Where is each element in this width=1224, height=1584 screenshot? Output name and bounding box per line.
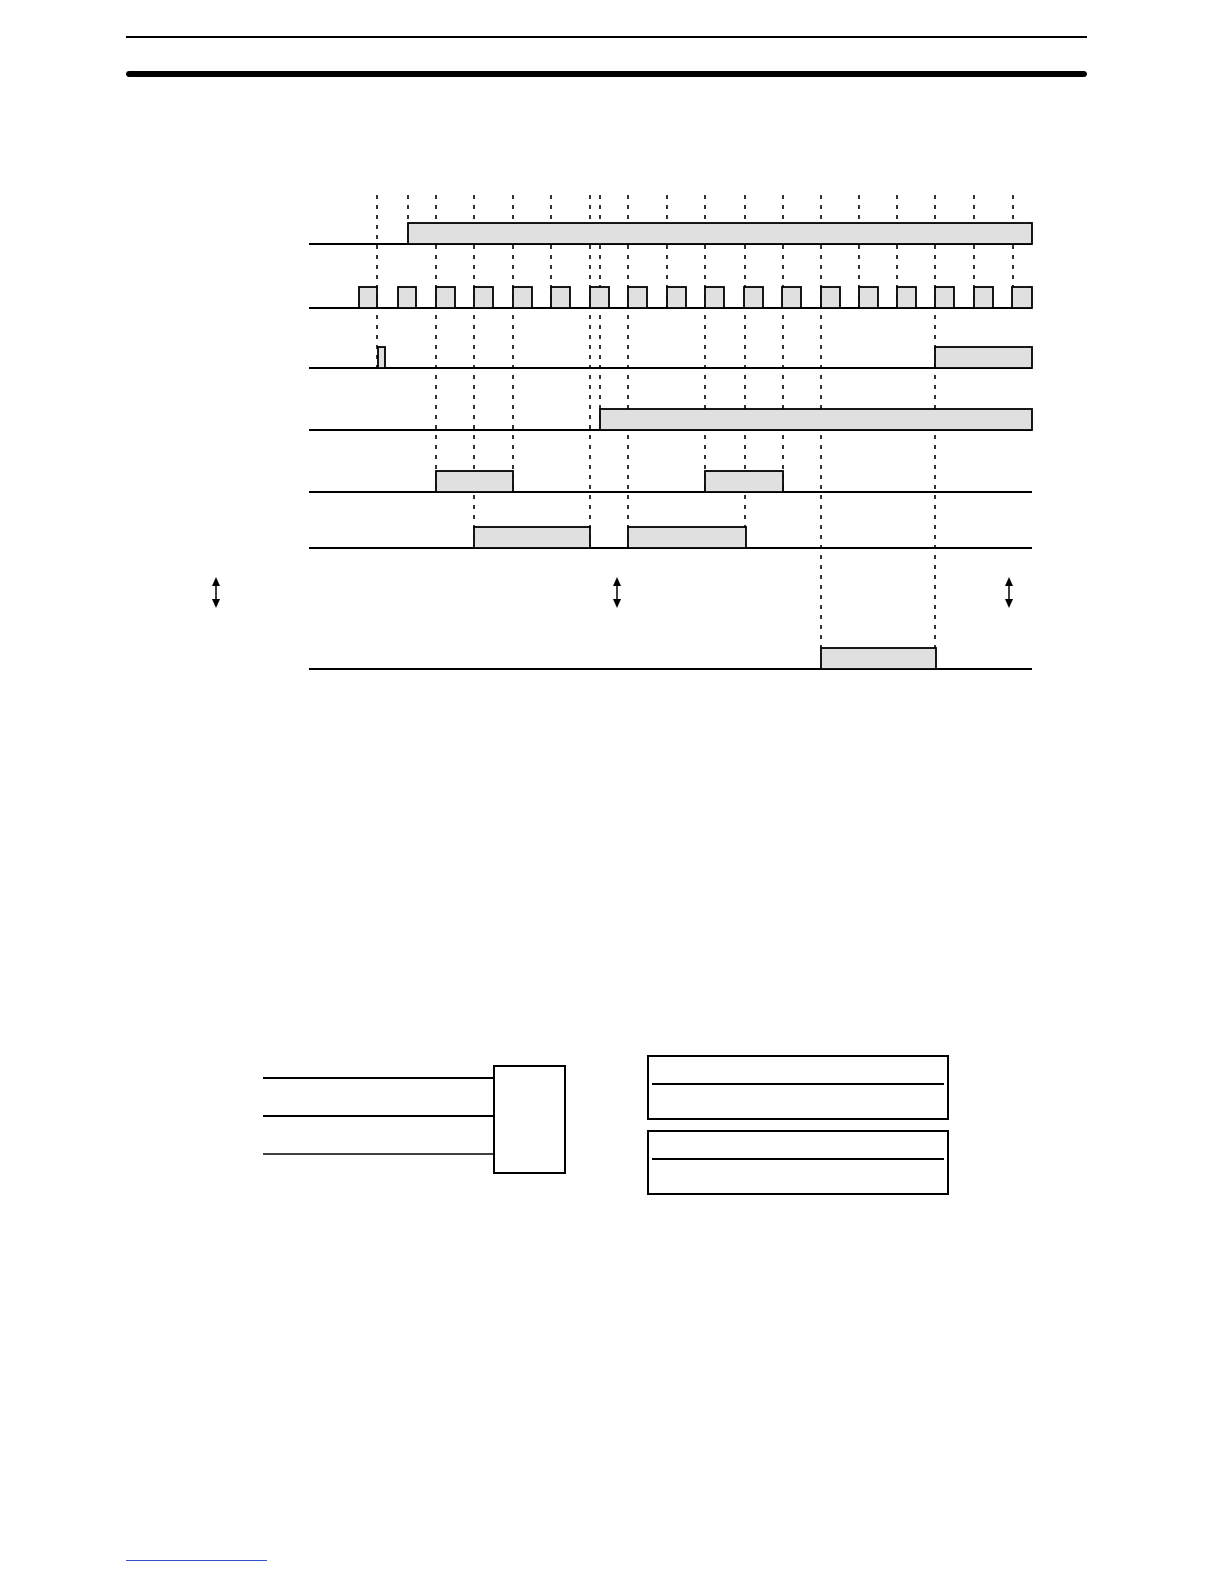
footer-link[interactable] [126, 1560, 267, 1561]
operand-box-1 [648, 1056, 948, 1119]
operand-box-2 [648, 1131, 948, 1194]
instruction-block [494, 1066, 565, 1173]
